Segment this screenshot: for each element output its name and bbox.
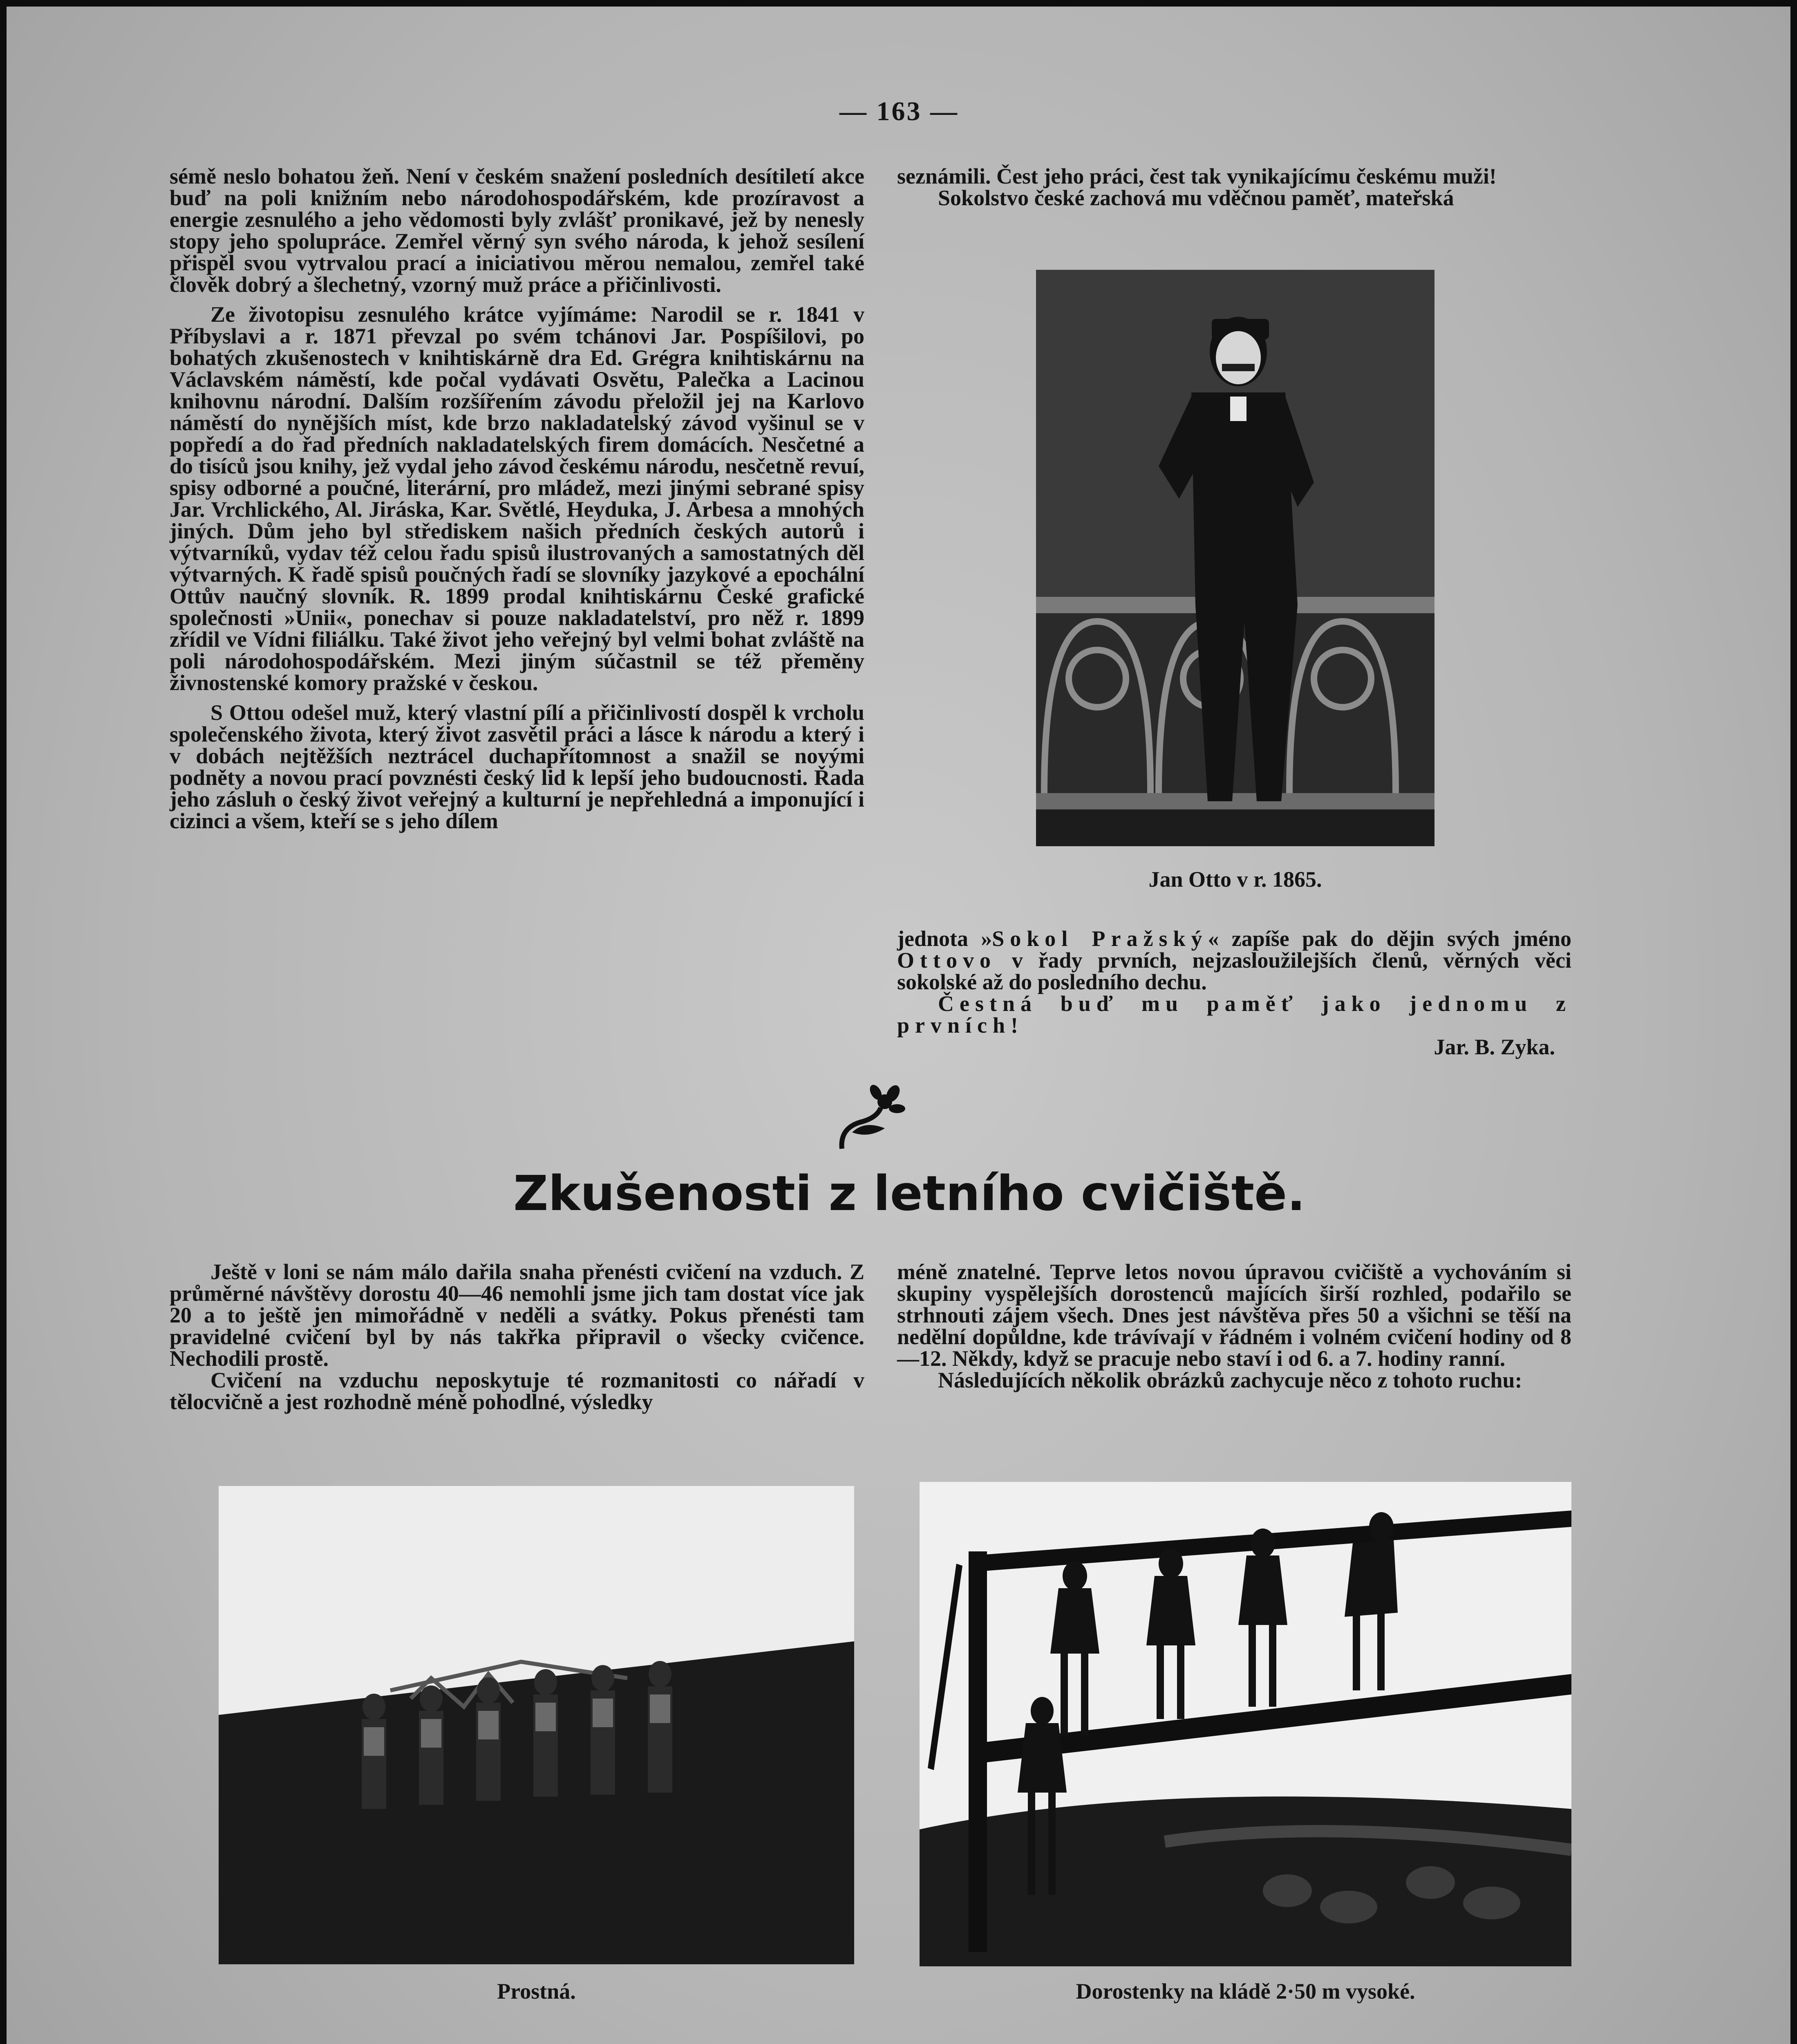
paragraph: Ještě v loni se nám málo dařila snaha přenésti cvičení na vzduch. Z průměrné návštěvy dorostu 40—46 nemohli jsme jich tam dostat více jak 20 a to ještě jen mimořádně v neděli a svátky. Pokus přenésti tam pravidelné cvičení byl by nás takřka připravil o všecky cvičence. Nechodili prostě. (170, 1260, 864, 1371)
portrait-caption: Jan Otto v r. 1865. (1148, 867, 1322, 892)
paragraph: seznámili. Čest jeho práci, čest tak vynikajícímu českému muži! (897, 164, 1497, 188)
ottovo-spaced: Ottovo (897, 948, 996, 973)
paragraph: Cvičení na vzduchu neposkytuje té rozmanitosti co nářadí v tělocvičně a jest rozhodně méně pohodlné, výsledky (170, 1368, 864, 1414)
page-number: — 163 — (839, 96, 959, 126)
text-run: v řady prvních, nejzasloužilejších členů, věrných věci sokolské až do posledního dechu. (897, 948, 1571, 994)
paragraph: sémě neslo bohatou žeň. Není v českém snažení posledních desítiletí akce buď na poli knižním nebo národohospodářském, kde prozíravost a energie zesnulého a jeho vědomosti byly zvlášť pronikavé, jež by nenesly stopy jeho spolupráce. Zemřel věrný syn svého národa, k jehož sesílení přispěl svou vytrvalou prací a iniciativou měrou nemalou, zemřel také člověk dobrý a šlechetný, vzorný muž práce a přičinlivosti. (170, 164, 864, 297)
photo-caption-right: Dorostenky na kládě 2·50 m vysoké. (1076, 1979, 1415, 2004)
sokol-name-spaced: Sokol Pražský (992, 926, 1208, 951)
photo-caption-left: Prostná. (497, 1979, 576, 2004)
closing-line-spaced: Čestná buď mu paměť jako jednomu z prvních! (897, 991, 1571, 1038)
paragraph: méně znatelné. Teprve letos novou úpravou cvičiště a vychováním si skupiny vyspělejších dorostenců majících širší rozhled, podařilo se strhnouti zájem všech. Dnes jest návštěva přes 50 a všichni se těší na nedělní dopůldne, kde trávívají v řádném i volném cvičení hodiny od 8—12. Někdy, když se pracuje nebo staví i od 6. a 7. hodiny ranní. (897, 1260, 1571, 1371)
paragraph: Sokolstvo české zachová mu vděčnou paměť, mateřská (938, 186, 1454, 210)
paragraph: Ze životopisu zesnulého krátce vyjímáme: Narodil se r. 1841 v Příbyslavi a r. 1871 převzal po svém tchánovi Jar. Pospíšilovi, po bohatých zkušenostech v knihtiskárně dra Ed. Grégra knihtiskárnu na Václavském náměstí, kde počal vydávati Osvětu, Palečka a Lacinou knihovnu národní. Dalším rozšířením závodu přeložil jej na Karlovo náměstí do nynějších míst, kde brzo nakladatelský závod vyšinul se v popředí a do řad předních nakladatelských firem domácích. Nesčetné a do tisíců jsou knihy, jež vydal jeho závod českému národu, nesčetně revuí, spisy odborné a poučné, literární, pro mládež, mezi jinými sebrané spisy Jar. Vrchlického, Al. Jiráska, Kar. Světlé, Heyduka, J. Arbesa a mnohých jiných. Dům jeho byl střediskem našich předních českých autorů i výtvarníků, vydav též celou řadu spisů ilustrovaných a samostatných děl výtvarných. K řadě spisů poučných řadí se slovníky jazykové a epochální Ottův naučný slovník. R. 1899 prodal knihtiskárnu České grafické společnosti »Unii«, ponechav si pouze nakladatelství, pro něž r. 1899 zřídil ve Vídni filiálku. Také život jeho veřejný byl velmi bohat zvláště na poli národohospodářském. Mezi jiným súčastnil se též přeměny živnostenské komory pražské v českou. (170, 302, 864, 695)
paragraph: S Ottou odešel muž, který vlastní pílí a přičinlivostí dospěl k vrcholu společenského života, který život zasvětil práci a lásce k národu a který i v dobách nejtěžších neztrácel duchapřítomnost a snažil se novými podněty a novou prací povznésti český lid k lepší jeho budoucnosti. Řada jeho zásluh o český život veřejný a kulturní je nepřehledná a imponující i cizinci a všem, kteří se s jeho dílem (170, 700, 864, 833)
paragraph: Následujících několik obrázků zachycuje něco z tohoto ruchu: (938, 1368, 1522, 1392)
article-headline: Zkušenosti z letního cvičiště. (513, 1165, 1305, 1221)
text-run: « zapíše pak do dějin svých jméno (1208, 926, 1571, 951)
text-run: jednota » (897, 926, 992, 951)
author-signature: Jar. B. Zyka. (1434, 1035, 1555, 1059)
